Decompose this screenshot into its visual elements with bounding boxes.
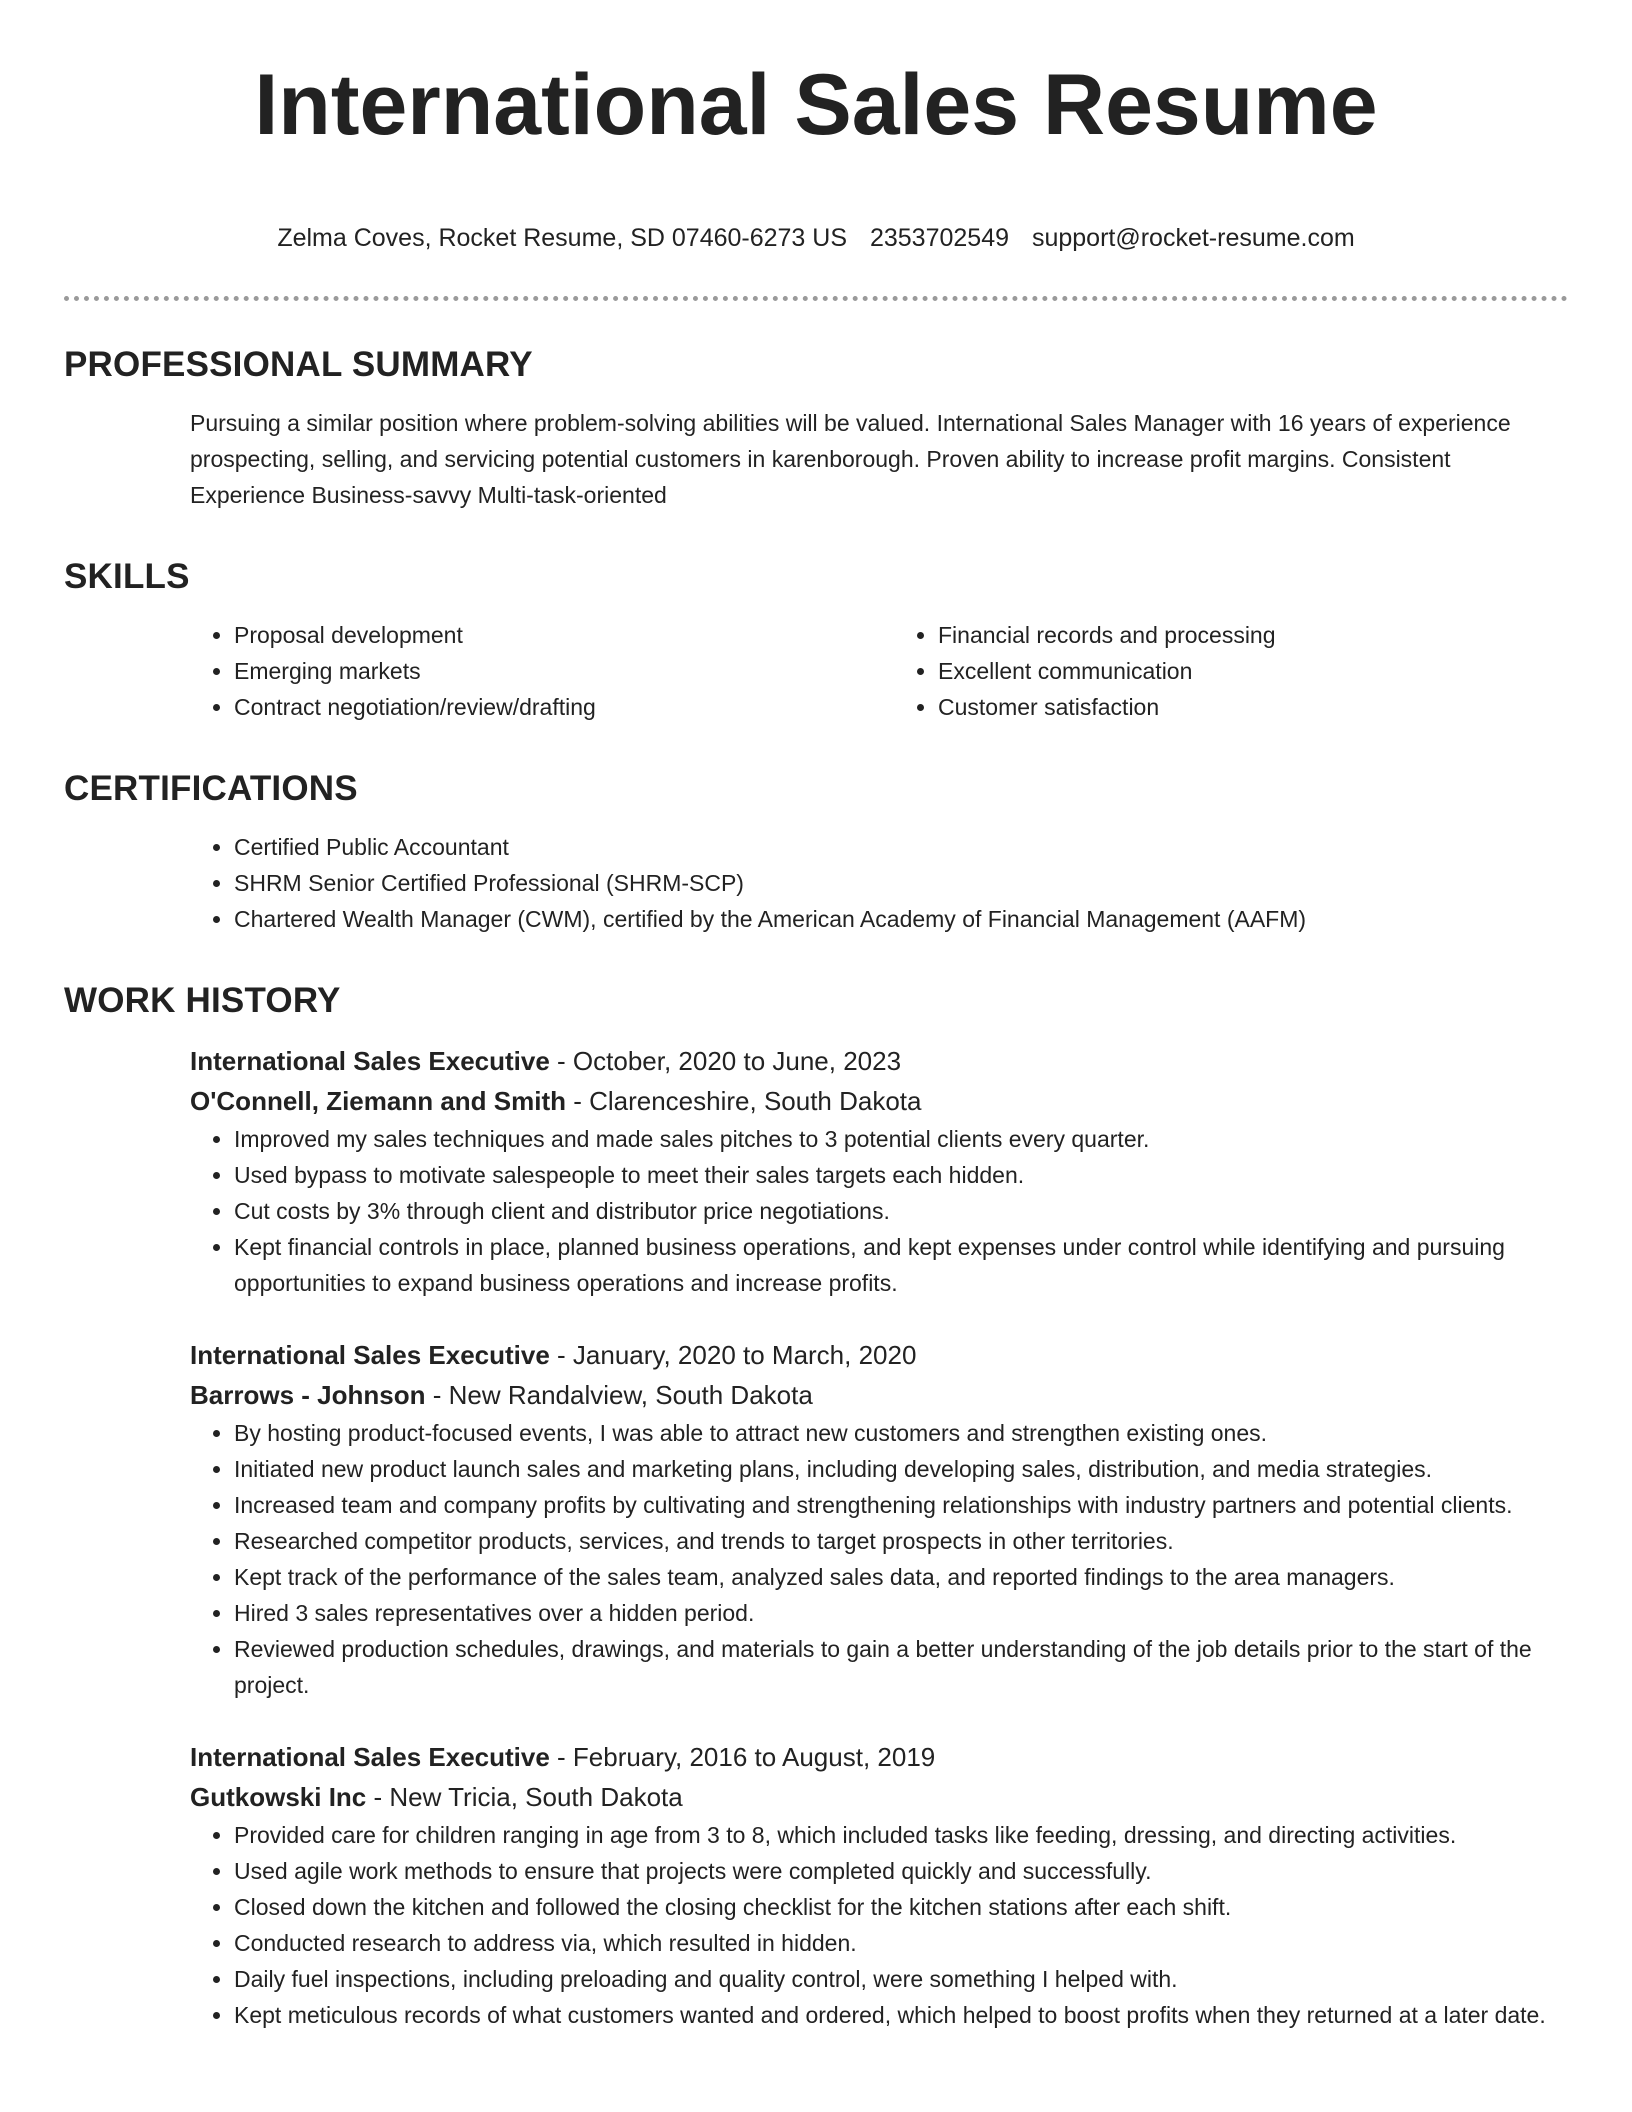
resume-title: International Sales Resume xyxy=(254,57,1378,153)
work-history-body xyxy=(64,1041,1568,2033)
job-title: International Sales Executive xyxy=(190,1742,550,1772)
job-entry xyxy=(190,1737,1568,2033)
contact-line xyxy=(64,222,1568,254)
job-bullet: • Kept meticulous records of what customers wanted and ordered, which helped to boost profits when they returned at a later date. xyxy=(234,1997,1568,2033)
certifications-body xyxy=(64,829,1568,937)
job-bullet: • Provided care for children ranging in age from 3 to 8, which included tasks like feeding, dressing, and directing activities. xyxy=(234,1817,1568,1853)
skills-list-left xyxy=(190,617,864,725)
summary-heading: PROFESSIONAL SUMMARY xyxy=(64,345,533,384)
skill-item: • Financial records and processing xyxy=(938,617,1568,653)
job-location: - New Tricia, South Dakota xyxy=(366,1782,683,1812)
job-title-line xyxy=(190,1041,1568,1081)
job-company: O'Connell, Ziemann and Smith xyxy=(190,1086,566,1116)
job-company: Gutkowski Inc xyxy=(190,1782,367,1812)
job-bullet: • By hosting product-focused events, I was able to attract new customers and strengthen existing ones. xyxy=(234,1415,1568,1451)
contact-address: Zelma Coves, Rocket Resume, SD 07460-6273 US xyxy=(277,224,848,252)
job-title-line xyxy=(190,1737,1568,1777)
job-bullet: • Conducted research to address via, which resulted in hidden. xyxy=(234,1925,1568,1961)
contact-phone: 2353702549 xyxy=(869,224,1010,252)
job-bullet: • Used agile work methods to ensure that projects were completed quickly and successfully. xyxy=(234,1853,1568,1889)
job-location: - Clarenceshire, South Dakota xyxy=(565,1086,922,1116)
job-bullets xyxy=(190,1817,1568,2033)
job-title-line xyxy=(190,1335,1568,1375)
job-company-line xyxy=(190,1081,1568,1121)
skill-item: • Excellent communication xyxy=(938,653,1568,689)
job-dates: - February, 2016 to August, 2019 xyxy=(549,1742,936,1772)
job-bullet: • Initiated new product launch sales and marketing plans, including developing sales, distribution, and media strategies. xyxy=(234,1451,1568,1487)
skills-heading: SKILLS xyxy=(64,557,190,596)
job-title: International Sales Executive xyxy=(190,1340,550,1370)
certification-item: • SHRM Senior Certified Professional (SHRM-SCP) xyxy=(234,865,1568,901)
job-bullet: • Hired 3 sales representatives over a hidden period. xyxy=(234,1595,1568,1631)
job-company-line xyxy=(190,1777,1568,1817)
job-company: Barrows - Johnson xyxy=(190,1380,426,1410)
certifications-heading: CERTIFICATIONS xyxy=(64,769,358,808)
certifications-list xyxy=(190,829,1568,937)
summary-section xyxy=(64,345,1568,513)
job-location: - New Randalview, South Dakota xyxy=(425,1380,813,1410)
job-bullet: • Researched competitor products, services, and trends to target prospects in other territories. xyxy=(234,1523,1568,1559)
skills-body xyxy=(64,617,1568,725)
job-entry xyxy=(190,1335,1568,1703)
summary-body xyxy=(64,405,1568,513)
work-history-heading: WORK HISTORY xyxy=(64,981,341,1020)
job-title: International Sales Executive xyxy=(190,1046,550,1076)
skill-item: • Emerging markets xyxy=(234,653,864,689)
job-bullet: • Increased team and company profits by cultivating and strengthening relationships with industry partners and potential clients. xyxy=(234,1487,1568,1523)
job-dates: - January, 2020 to March, 2020 xyxy=(549,1340,917,1370)
job-bullet: • Cut costs by 3% through client and distributor price negotiations. xyxy=(234,1193,1568,1229)
skill-item: • Customer satisfaction xyxy=(938,689,1568,725)
summary-text: Pursuing a similar position where problem-solving abilities will be valued. International Sales Manager with 16 years of experience prospecting, selling, and servicing potential customers in karenborough. Proven ability to increase profit margins. Consistent Experience Business-savvy Multi-task-oriented xyxy=(190,410,1511,508)
job-bullets xyxy=(190,1415,1568,1703)
skill-item: • Contract negotiation/review/drafting xyxy=(234,689,864,725)
certification-item: • Certified Public Accountant xyxy=(234,829,1568,865)
job-bullet: • Improved my sales techniques and made sales pitches to 3 potential clients every quarter. xyxy=(234,1121,1568,1157)
job-bullet: • Kept financial controls in place, planned business operations, and kept expenses under control while identifying and pursuing opportunities to expand business operations and increase profits. xyxy=(234,1229,1568,1301)
header-divider xyxy=(64,296,1568,301)
skill-item: • Proposal development xyxy=(234,617,864,653)
job-bullet: • Reviewed production schedules, drawings, and materials to gain a better understanding of the job details prior to the start of the project. xyxy=(234,1631,1568,1703)
job-company-line xyxy=(190,1375,1568,1415)
job-bullet: • Kept track of the performance of the sales team, analyzed sales data, and reported findings to the area managers. xyxy=(234,1559,1568,1595)
job-bullet: • Used bypass to motivate salespeople to meet their sales targets each hidden. xyxy=(234,1157,1568,1193)
skills-section xyxy=(64,557,1568,725)
certification-item: • Chartered Wealth Manager (CWM), certified by the American Academy of Financial Management (AAFM) xyxy=(234,901,1568,937)
job-bullet: • Closed down the kitchen and followed the closing checklist for the kitchen stations after each shift. xyxy=(234,1889,1568,1925)
skills-list-right xyxy=(894,617,1568,725)
certifications-section xyxy=(64,769,1568,937)
job-entry xyxy=(190,1041,1568,1301)
contact-email: support@rocket-resume.com xyxy=(1031,224,1355,252)
work-history-section xyxy=(64,981,1568,2033)
job-bullets xyxy=(190,1121,1568,1301)
job-bullet: • Daily fuel inspections, including preloading and quality control, were something I helped with. xyxy=(234,1961,1568,1997)
job-dates: - October, 2020 to June, 2023 xyxy=(549,1046,902,1076)
